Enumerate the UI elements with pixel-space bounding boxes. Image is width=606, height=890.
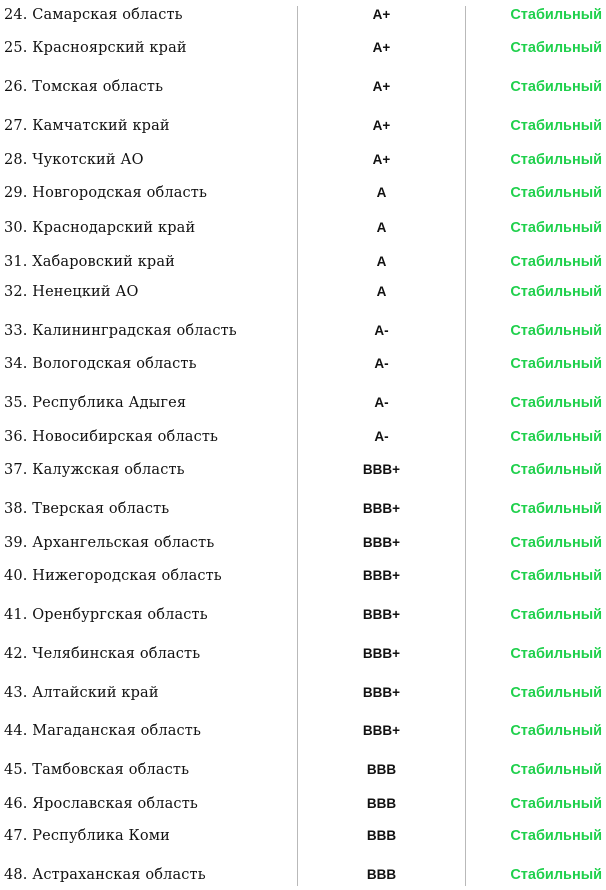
table-row bbox=[0, 281, 606, 303]
credit-rating: BBB bbox=[366, 828, 397, 843]
region-name: 26. Томская область bbox=[4, 79, 164, 95]
region-name: 43. Алтайский край bbox=[4, 685, 159, 701]
table-row bbox=[0, 115, 606, 137]
region-name: 44. Магаданская область bbox=[4, 723, 202, 739]
table-row bbox=[0, 682, 606, 704]
rating-outlook: Стабильный bbox=[510, 646, 602, 662]
rating-outlook: Стабильный bbox=[510, 323, 602, 339]
credit-rating: BBB+ bbox=[362, 501, 401, 516]
table-row bbox=[0, 532, 606, 554]
rating-outlook: Стабильный bbox=[510, 429, 602, 445]
credit-rating: A- bbox=[374, 356, 389, 371]
table-row bbox=[0, 149, 606, 171]
rating-outlook: Стабильный bbox=[510, 118, 602, 134]
region-name: 30. Краснодарский край bbox=[4, 220, 196, 236]
credit-rating: A+ bbox=[372, 118, 391, 133]
table-row bbox=[0, 864, 606, 886]
table-row bbox=[0, 459, 606, 481]
region-name: 45. Тамбовская область bbox=[4, 762, 190, 778]
credit-rating: A+ bbox=[372, 40, 391, 55]
credit-rating: A- bbox=[374, 395, 389, 410]
region-name: 42. Челябинская область bbox=[4, 646, 201, 662]
table-row bbox=[0, 251, 606, 273]
rating-outlook: Стабильный bbox=[510, 501, 602, 517]
table-row bbox=[0, 720, 606, 742]
region-name: 37. Калужская область bbox=[4, 462, 185, 478]
table-row bbox=[0, 498, 606, 520]
rating-outlook: Стабильный bbox=[510, 762, 602, 778]
rating-outlook: Стабильный bbox=[510, 79, 602, 95]
table-row bbox=[0, 4, 606, 26]
region-name: 35. Республика Адыгея bbox=[4, 395, 187, 411]
credit-rating: BBB bbox=[366, 762, 397, 777]
rating-outlook: Стабильный bbox=[510, 796, 602, 812]
table-row bbox=[0, 565, 606, 587]
region-name: 31. Хабаровский край bbox=[4, 254, 175, 270]
region-name: 25. Красноярский край bbox=[4, 40, 187, 56]
rating-outlook: Стабильный bbox=[510, 828, 602, 844]
rating-outlook: Стабильный bbox=[510, 568, 602, 584]
region-name: 38. Тверская область bbox=[4, 501, 170, 517]
credit-rating: BBB bbox=[366, 867, 397, 882]
rating-outlook: Стабильный bbox=[510, 867, 602, 883]
credit-rating: A- bbox=[374, 429, 389, 444]
rating-outlook: Стабильный bbox=[510, 220, 602, 236]
rating-outlook: Стабильный bbox=[510, 356, 602, 372]
rating-outlook: Стабильный bbox=[510, 607, 602, 623]
credit-rating: A+ bbox=[372, 152, 391, 167]
rating-outlook: Стабильный bbox=[510, 535, 602, 551]
table-row bbox=[0, 759, 606, 781]
region-name: 36. Новосибирская область bbox=[4, 429, 219, 445]
rating-outlook: Стабильный bbox=[510, 152, 602, 168]
credit-rating: BBB+ bbox=[362, 685, 401, 700]
credit-rating: BBB+ bbox=[362, 607, 401, 622]
credit-rating: A bbox=[376, 254, 387, 269]
table-row bbox=[0, 320, 606, 342]
region-name: 24. Самарская область bbox=[4, 7, 183, 23]
region-name: 27. Камчатский край bbox=[4, 118, 170, 134]
table-row bbox=[0, 217, 606, 239]
table-row bbox=[0, 825, 606, 847]
region-name: 28. Чукотский АО bbox=[4, 152, 144, 168]
region-name: 47. Республика Коми bbox=[4, 828, 170, 844]
credit-rating: BBB+ bbox=[362, 646, 401, 661]
table-row bbox=[0, 353, 606, 375]
region-name: 48. Астраханская область bbox=[4, 867, 206, 883]
table-row bbox=[0, 793, 606, 815]
region-name: 41. Оренбургская область bbox=[4, 607, 208, 623]
region-name: 40. Нижегородская область bbox=[4, 568, 222, 584]
credit-rating: BBB bbox=[366, 796, 397, 811]
rating-outlook: Стабильный bbox=[510, 7, 602, 23]
credit-rating: A bbox=[376, 284, 387, 299]
table-row bbox=[0, 76, 606, 98]
rating-outlook: Стабильный bbox=[510, 723, 602, 739]
credit-rating: A bbox=[376, 185, 387, 200]
region-name: 39. Архангельская область bbox=[4, 535, 215, 551]
credit-rating: A+ bbox=[372, 79, 391, 94]
table-row bbox=[0, 182, 606, 204]
credit-rating: BBB+ bbox=[362, 535, 401, 550]
region-name: 33. Калининградская область bbox=[4, 323, 237, 339]
table-row bbox=[0, 604, 606, 626]
table-row bbox=[0, 37, 606, 59]
region-name: 32. Ненецкий АО bbox=[4, 284, 139, 300]
rating-outlook: Стабильный bbox=[510, 40, 602, 56]
rating-outlook: Стабильный bbox=[510, 462, 602, 478]
rating-outlook: Стабильный bbox=[510, 395, 602, 411]
credit-rating: BBB+ bbox=[362, 723, 401, 738]
region-name: 29. Новгородская область bbox=[4, 185, 208, 201]
credit-rating: BBB+ bbox=[362, 568, 401, 583]
credit-rating: A bbox=[376, 220, 387, 235]
rating-outlook: Стабильный bbox=[510, 685, 602, 701]
credit-rating: A+ bbox=[372, 7, 391, 22]
credit-rating: A- bbox=[374, 323, 389, 338]
table-row bbox=[0, 643, 606, 665]
table-row bbox=[0, 426, 606, 448]
region-name: 34. Вологодская область bbox=[4, 356, 197, 372]
credit-rating: BBB+ bbox=[362, 462, 401, 477]
rating-outlook: Стабильный bbox=[510, 284, 602, 300]
rating-outlook: Стабильный bbox=[510, 254, 602, 270]
region-name: 46. Ярославская область bbox=[4, 796, 198, 812]
rating-outlook: Стабильный bbox=[510, 185, 602, 201]
table-row bbox=[0, 392, 606, 414]
